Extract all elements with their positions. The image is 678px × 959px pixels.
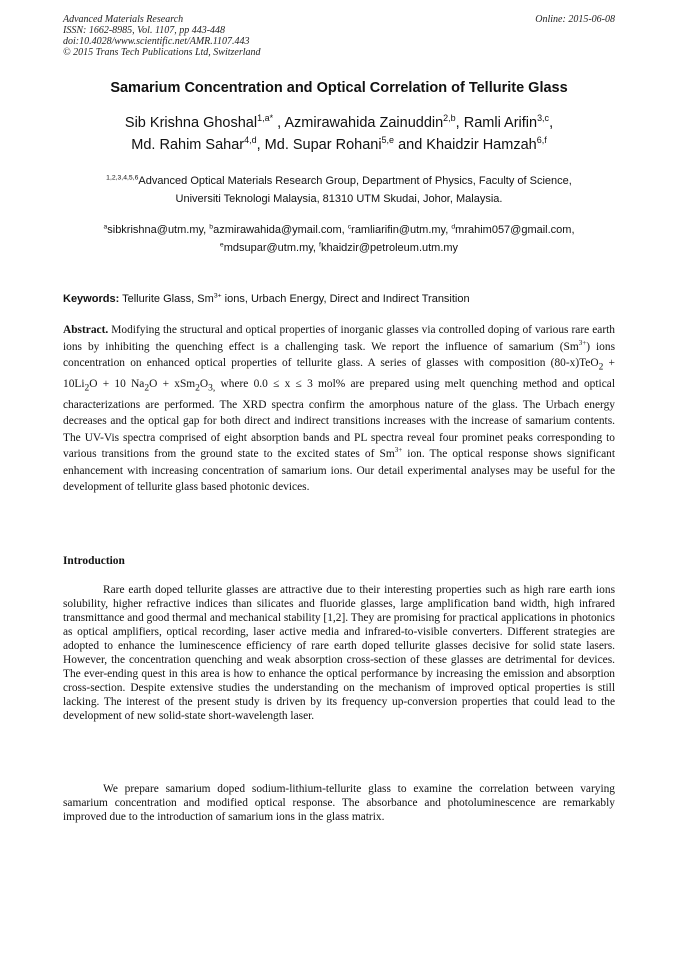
author: Sib Krishna Ghoshal$^{1,a*}$ ,	[124, 113, 285, 131]
email-link[interactable]: $^b$azmirawahida@ymail.com,	[209, 223, 348, 236]
keywords-label: Keywords:	[63, 293, 120, 305]
section-heading-introduction: Introduction	[63, 555, 125, 567]
email-link[interactable]: $^f$khaidzir@petroleum.utm.my	[319, 241, 459, 254]
email-link[interactable]: $^d$mrahim057@gmail.com,	[451, 223, 575, 236]
author: Md. Supar Rohani$^{5,e}$ and	[264, 135, 427, 153]
intro-paragraph-2: We prepare samarium doped sodium-lithium-tellurite glass to examine the correlation between varying samarium concentration and modified optical response. The absorbance and photoluminescence are remarkably improved due to the introduction of samarium ions in the glass matrix.	[63, 783, 615, 823]
keywords: Keywords: Tellurite Glass, $Sm^{3+}$ ions, Urbach Energy, Direct and Indirect Transition	[63, 292, 470, 305]
abstract-label: Abstract.	[63, 324, 109, 336]
author: Khaidzir Hamzah$^{6,f}$	[426, 135, 547, 153]
author-list	[40, 112, 638, 156]
journal-name: Advanced Materials Research	[63, 14, 184, 25]
journal-header	[63, 14, 615, 58]
email-link[interactable]: $^c$ramliarifin@utm.my,	[347, 223, 452, 236]
doi-line[interactable]: doi:10.4028/www.scientific.net/AMR.1107.443	[63, 36, 250, 47]
online-date: Online: 2015-06-08	[535, 14, 615, 25]
issn-line: ISSN: 1662-8985, Vol. 1107, pp 443-448	[63, 25, 226, 36]
email-link[interactable]: $^a$sibkrishna@utm.my,	[103, 223, 210, 236]
author: Md. Rahim Sahar$^{4,d}$,	[131, 135, 265, 153]
email-link[interactable]: $^e$mdsupar@utm.my,	[219, 241, 320, 254]
author: Azmirawahida Zainuddin$^{2,b}$,	[284, 113, 464, 131]
paper-title: Samarium Concentration and Optical Correlation of Tellurite Glass	[110, 80, 568, 96]
copyright-line: © 2015 Trans Tech Publications Ltd, Switzerland	[63, 47, 261, 58]
intro-paragraph-1: Rare earth doped tellurite glasses are attractive due to their interesting properties such as high rare earth ions solubility, higher refractive indices than silicates and fluoride glasses, large amplification band width, high infrared transmittance and good thermal and mechanical stability [1,2]. They are promising for practical applications in photonics as optical amplifiers, optical recording, laser active media and infrared-to-visible converters. Different strategies are adopted to enhance the luminescence efficiency of rare earth doped tellurite glasses decisive for solid state lasers. However, the concentration quenching and weak absorption cross-section of these glasses are detrimental for devices. The ever-ending quest in this area is how to enhance the optical performance by increasing the emission and absorption cross-section. Despite extensive studies the understanding on the mechanism of improved optical properties is still lacking. The interest of the present study is driven by its frequency up-conversion properties that could lead to the development of new solid-state short-wavelength laser.	[63, 584, 615, 722]
author: Ramli Arifin$^{3,c}$,	[463, 113, 554, 131]
abstract: Abstract. Modifying the structural and optical properties of inorganic glasses via controlled doping of various rare earth ions by inhibiting the quenching effect is a challenging task. We report the influence of samarium $(Sm^{3+})$ ions concentration on enhanced optical properties of tellurite glass. A series of glasses with composition $(80-x)TeO_2 + 10Li_2O + 10$ $Na_2O + xSm_2O_{3,}$ where 0.0 ≤ x ≤ 3 mol% are prepared using melt quenching method and optical characterizations are performed. The XRD spectra confirm the amorphous nature of the glass. The Urbach energy decreases and the optical gap for both direct and indirect transitions increases with the increase of samarium contents. The UV-Vis spectra comprised of eight absorption bands and PL spectra reveal four prominet peaks corresponding to various transitions from the ground state to the excited states of $Sm^{3+}$ ion. The optical response shows significant enhancement with increasing concentration of samarium ions. Our detail experimental analyses may be useful for the development of tellurite glass based photonic devices.	[63, 324, 615, 494]
affiliation: $^{1,2,3,4,5,6}$Advanced Optical Materials Research Group, Department of Physics, Faculty of Science, Universiti Teknologi Malaysia, 81310 UTM Skudai, Johor, Malaysia.	[106, 174, 572, 205]
email-list	[40, 221, 638, 257]
